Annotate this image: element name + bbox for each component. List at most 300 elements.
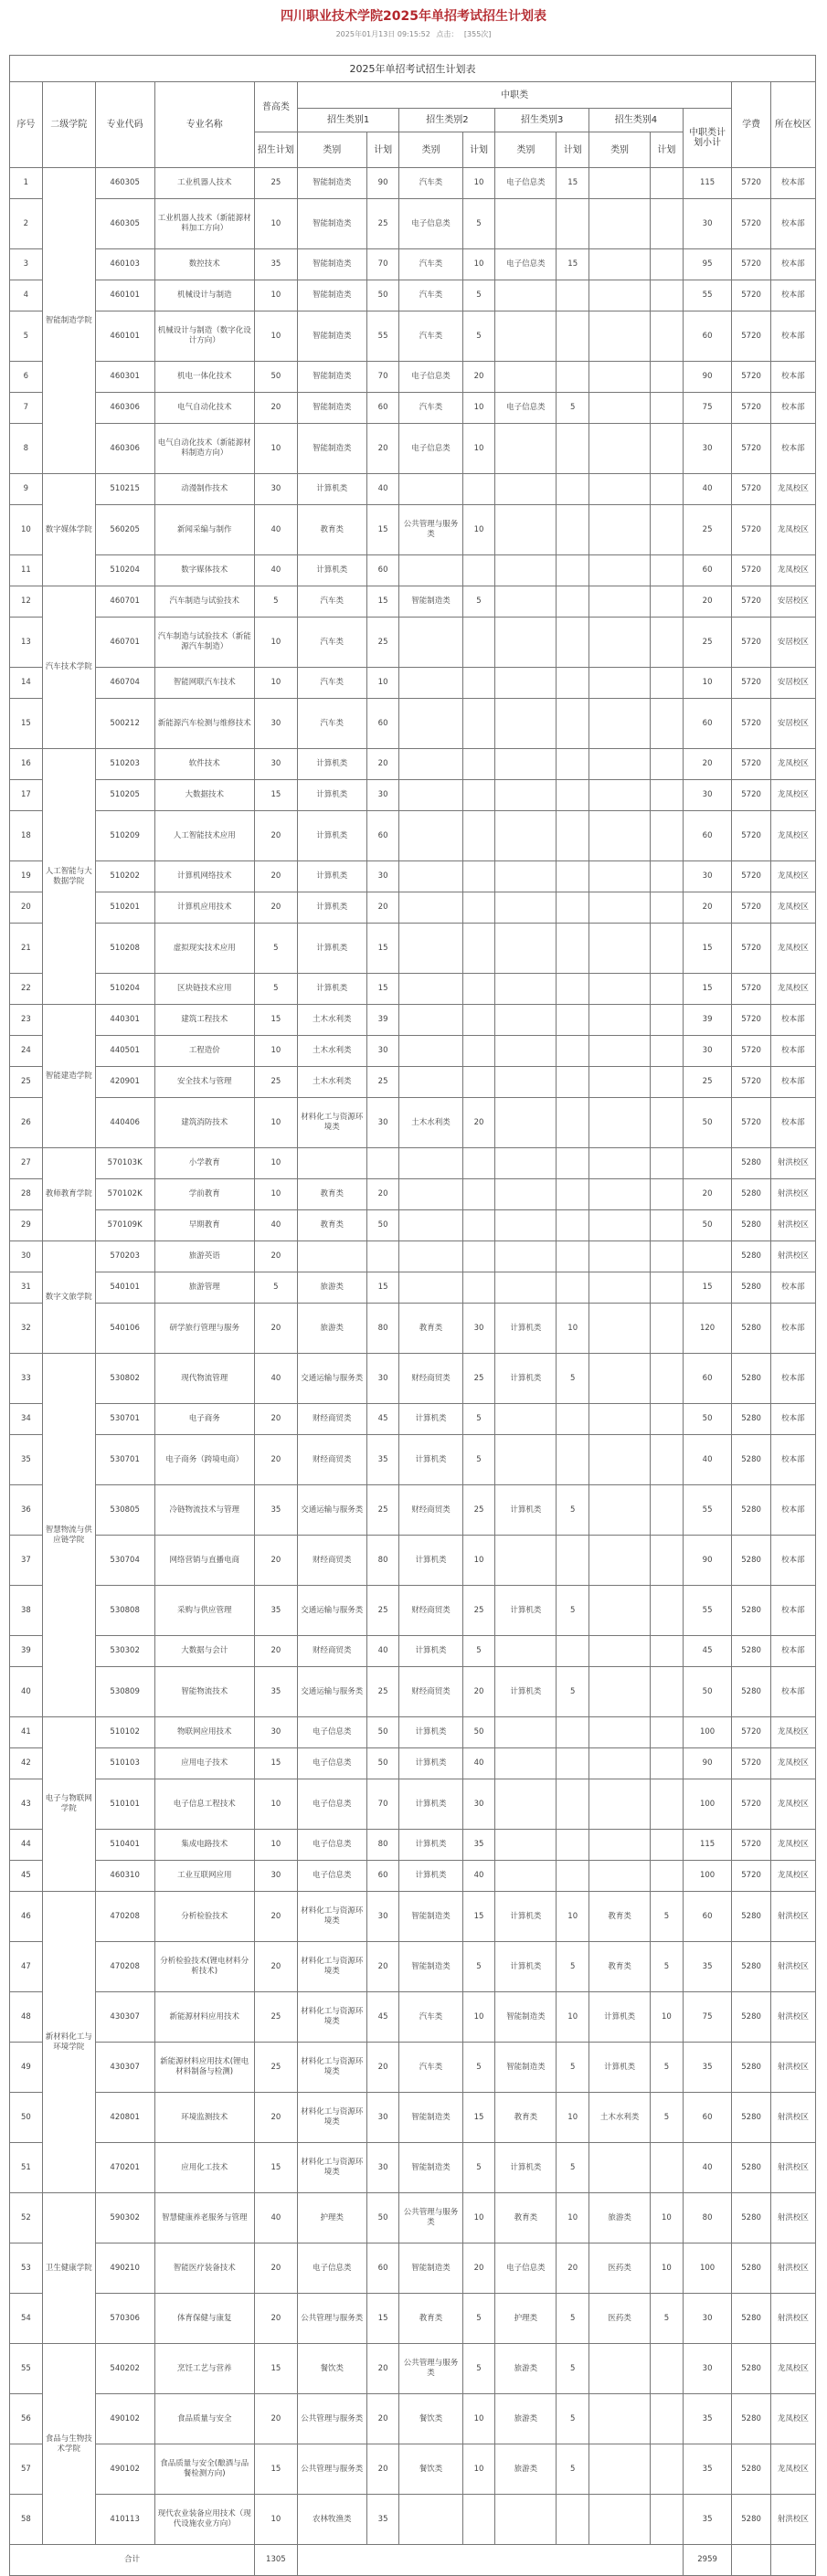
cell-code: 510205 (95, 780, 154, 811)
cell-major: 烹饪工艺与营养 (154, 2344, 254, 2394)
cell-cat4-type: 土木水利类 (589, 2093, 651, 2143)
cell-fee: 5720 (732, 311, 770, 362)
cell-seq: 34 (10, 1404, 43, 1435)
cell-cat3-plan (557, 586, 589, 618)
cell-major: 物联网应用技术 (154, 1717, 254, 1748)
cell-cat4-type (589, 1667, 651, 1717)
cell-cat3-type: 旅游类 (495, 2444, 557, 2495)
cell-cat2-type (399, 474, 462, 505)
cell-cat4-type (589, 555, 651, 586)
cell-code: 470208 (95, 1892, 154, 1942)
cell-fee: 5280 (732, 1942, 770, 1992)
cell-cat3-type: 智能制造类 (495, 2043, 557, 2093)
cell-cat1-plan: 30 (366, 2143, 399, 2193)
cell-general-plan: 10 (254, 1779, 297, 1830)
cell-cat1-type: 电子信息类 (297, 1861, 366, 1892)
cell-cat4-plan (651, 362, 684, 393)
cell-vocational-subtotal: 60 (683, 811, 732, 861)
cell-cat2-plan (462, 1148, 495, 1179)
cell-vocational-subtotal: 30 (683, 861, 732, 892)
cell-code: 490210 (95, 2243, 154, 2294)
cell-cat2-plan: 15 (462, 2093, 495, 2143)
cell-seq: 55 (10, 2344, 43, 2394)
cell-fee: 5720 (732, 1779, 770, 1830)
cell-cat3-type: 旅游类 (495, 2394, 557, 2444)
col-cat4-plan: 计划 (651, 132, 684, 168)
cell-cat2-plan: 10 (462, 2394, 495, 2444)
table-row (10, 2043, 816, 2093)
cell-cat1-plan: 50 (366, 280, 399, 311)
cell-cat2-plan: 20 (462, 1098, 495, 1148)
cell-cat4-plan (651, 2394, 684, 2444)
cell-campus: 龙凤校区 (770, 780, 815, 811)
cell-seq: 29 (10, 1210, 43, 1241)
cell-vocational-subtotal: 35 (683, 2444, 732, 2495)
cell-cat1-plan: 15 (366, 1272, 399, 1304)
cell-code: 510208 (95, 924, 154, 974)
cell-cat4-type (589, 280, 651, 311)
cell-cat2-plan (462, 2495, 495, 2545)
cell-cat4-plan (651, 424, 684, 474)
cell-campus: 射洪校区 (770, 2243, 815, 2294)
table-row (10, 1667, 816, 1717)
cell-seq: 17 (10, 780, 43, 811)
cell-major: 电气自动化技术（新能源材料制造方向） (154, 424, 254, 474)
cell-campus: 安居校区 (770, 586, 815, 618)
cell-fee: 5280 (732, 2394, 770, 2444)
cell-code: 540202 (95, 2344, 154, 2394)
cell-cat2-type: 计算机类 (399, 1779, 462, 1830)
cell-campus: 校本部 (770, 362, 815, 393)
cell-fee: 5280 (732, 1667, 770, 1717)
cell-cat3-type (495, 505, 557, 555)
cell-cat2-type: 汽车类 (399, 311, 462, 362)
cell-cat4-type: 旅游类 (589, 2193, 651, 2243)
cell-cat2-type: 计算机类 (399, 1404, 462, 1435)
cell-cat2-type: 计算机类 (399, 1435, 462, 1485)
cell-cat1-plan: 25 (366, 1067, 399, 1098)
cell-general-plan: 40 (254, 2193, 297, 2243)
cell-cat4-type (589, 1304, 651, 1354)
cell-cat4-type (589, 1536, 651, 1586)
cell-major: 汽车制造与试验技术 (154, 586, 254, 618)
cell-campus: 安居校区 (770, 618, 815, 668)
cell-campus: 射洪校区 (770, 1179, 815, 1210)
table-caption: 2025年单招考试招生计划表 (10, 56, 816, 82)
cell-cat3-plan: 5 (557, 2143, 589, 2193)
col-campus: 所在校区 (770, 82, 815, 168)
cell-vocational-subtotal: 50 (683, 1404, 732, 1435)
cell-cat2-plan: 40 (462, 1748, 495, 1779)
cell-cat3-plan (557, 280, 589, 311)
cell-cat4-plan (651, 1272, 684, 1304)
cell-fee: 5720 (732, 555, 770, 586)
cell-cat1-type: 材料化工与资源环境类 (297, 2043, 366, 2093)
cell-vocational-subtotal: 15 (683, 924, 732, 974)
cell-fee: 5720 (732, 780, 770, 811)
cell-code: 530704 (95, 1536, 154, 1586)
cell-general-plan: 5 (254, 974, 297, 1005)
cell-fee: 5280 (732, 2143, 770, 2193)
cell-cat2-plan: 10 (462, 1536, 495, 1586)
cell-cat2-plan: 5 (462, 1404, 495, 1435)
cell-cat3-plan: 10 (557, 1304, 589, 1354)
cell-cat1-plan: 15 (366, 505, 399, 555)
cell-major: 电子信息工程技术 (154, 1779, 254, 1830)
cell-cat3-type (495, 699, 557, 749)
cell-fee: 5720 (732, 1005, 770, 1036)
cell-cat2-type: 电子信息类 (399, 424, 462, 474)
cell-fee: 5280 (732, 1179, 770, 1210)
cell-general-plan: 10 (254, 2495, 297, 2545)
cell-general-plan: 40 (254, 1210, 297, 1241)
cell-cat4-type (589, 1036, 651, 1067)
cell-seq: 42 (10, 1748, 43, 1779)
cell-campus: 校本部 (770, 1067, 815, 1098)
cell-general-plan: 10 (254, 618, 297, 668)
cell-code: 530302 (95, 1636, 154, 1667)
table-row (10, 1636, 816, 1667)
cell-cat2-type (399, 924, 462, 974)
cell-cat2-type (399, 811, 462, 861)
cell-cat4-plan (651, 780, 684, 811)
cell-cat3-plan: 5 (557, 2344, 589, 2394)
table-row (10, 1779, 816, 1830)
cell-cat2-plan: 20 (462, 2243, 495, 2294)
cell-fee: 5280 (732, 1435, 770, 1485)
cell-vocational-subtotal: 50 (683, 1667, 732, 1717)
cell-general-plan: 10 (254, 311, 297, 362)
cell-campus: 龙凤校区 (770, 555, 815, 586)
cell-cat3-type (495, 362, 557, 393)
cell-cat4-type (589, 311, 651, 362)
cell-seq: 30 (10, 1241, 43, 1272)
cell-cat3-plan (557, 1179, 589, 1210)
cell-college: 智能建造学院 (42, 1005, 95, 1148)
cell-cat3-type (495, 1179, 557, 1210)
cell-cat2-type (399, 2495, 462, 2545)
cell-cat3-type (495, 1210, 557, 1241)
cell-campus: 龙凤校区 (770, 474, 815, 505)
cell-seq: 11 (10, 555, 43, 586)
table-row (10, 249, 816, 280)
cell-cat2-type: 汽车类 (399, 249, 462, 280)
cell-fee: 5720 (732, 1036, 770, 1067)
cell-general-plan: 20 (254, 1536, 297, 1586)
cell-cat2-type: 汽车类 (399, 393, 462, 424)
cell-cat4-type: 医药类 (589, 2243, 651, 2294)
cell-cat1-type: 智能制造类 (297, 393, 366, 424)
cell-seq: 28 (10, 1179, 43, 1210)
cell-cat4-plan (651, 2495, 684, 2545)
cell-major: 应用电子技术 (154, 1748, 254, 1779)
cell-cat3-plan (557, 1861, 589, 1892)
cell-major: 电子商务 (154, 1404, 254, 1435)
cell-seq: 51 (10, 2143, 43, 2193)
table-row (10, 2344, 816, 2394)
cell-cat1-plan: 70 (366, 362, 399, 393)
cell-cat4-plan (651, 2444, 684, 2495)
cell-cat1-plan: 55 (366, 311, 399, 362)
cell-major: 电气自动化技术 (154, 393, 254, 424)
cell-major: 集成电路技术 (154, 1830, 254, 1861)
cell-major: 安全技术与管理 (154, 1067, 254, 1098)
cell-cat3-type (495, 424, 557, 474)
cell-general-plan: 20 (254, 892, 297, 924)
cell-code: 460101 (95, 280, 154, 311)
cell-cat1-plan: 25 (366, 199, 399, 249)
cell-cat4-type: 医药类 (589, 2294, 651, 2344)
cell-cat4-plan (651, 924, 684, 974)
cell-cat1-plan: 60 (366, 811, 399, 861)
cell-cat2-plan (462, 1036, 495, 1067)
cell-cat3-plan (557, 699, 589, 749)
cell-seq: 48 (10, 1992, 43, 2043)
cell-vocational-subtotal: 100 (683, 1779, 732, 1830)
cell-major: 智能网联汽车技术 (154, 668, 254, 699)
cell-cat2-plan: 5 (462, 1636, 495, 1667)
cell-general-plan: 30 (254, 699, 297, 749)
table-row (10, 861, 816, 892)
cell-campus: 龙凤校区 (770, 749, 815, 780)
cell-seq: 12 (10, 586, 43, 618)
cell-vocational-subtotal: 55 (683, 280, 732, 311)
cell-fee: 5280 (732, 1992, 770, 2043)
cell-campus: 校本部 (770, 249, 815, 280)
cell-fee: 5720 (732, 199, 770, 249)
cell-cat1-type: 交通运输与服务类 (297, 1354, 366, 1404)
cell-vocational-subtotal: 30 (683, 1036, 732, 1067)
cell-cat4-type: 计算机类 (589, 2043, 651, 2093)
cell-cat1-type: 电子信息类 (297, 1830, 366, 1861)
cell-vocational-subtotal: 35 (683, 2043, 732, 2093)
cell-cat3-type (495, 1067, 557, 1098)
cell-cat3-plan (557, 362, 589, 393)
cell-cat1-plan: 60 (366, 2243, 399, 2294)
cell-fee: 5280 (732, 2495, 770, 2545)
cell-cat1-plan: 50 (366, 1210, 399, 1241)
cell-cat3-plan (557, 474, 589, 505)
cell-cat3-type: 护理类 (495, 2294, 557, 2344)
cell-cat2-plan (462, 668, 495, 699)
cell-general-plan: 10 (254, 1098, 297, 1148)
cell-cat4-plan (651, 1536, 684, 1586)
cell-cat4-type (589, 249, 651, 280)
cell-cat1-plan: 60 (366, 393, 399, 424)
cell-cat2-type: 智能制造类 (399, 2243, 462, 2294)
cell-seq: 5 (10, 311, 43, 362)
cell-cat3-type: 电子信息类 (495, 2243, 557, 2294)
cell-fee: 5280 (732, 2243, 770, 2294)
cell-cat3-plan (557, 2495, 589, 2545)
cell-vocational-subtotal: 100 (683, 1717, 732, 1748)
cell-cat3-type (495, 1830, 557, 1861)
cell-cat4-plan (651, 861, 684, 892)
cell-cat4-type (589, 1354, 651, 1404)
cell-cat3-plan: 15 (557, 168, 589, 199)
table-row (10, 811, 816, 861)
cell-cat4-plan: 5 (651, 2093, 684, 2143)
cell-cat3-plan (557, 311, 589, 362)
cell-cat2-type (399, 749, 462, 780)
cell-general-plan: 20 (254, 1241, 297, 1272)
cell-cat3-plan (557, 924, 589, 974)
cell-cat1-plan: 90 (366, 168, 399, 199)
cell-cat3-type: 计算机类 (495, 1892, 557, 1942)
table-row (10, 393, 816, 424)
cell-code: 540106 (95, 1304, 154, 1354)
cell-cat4-plan (651, 393, 684, 424)
cell-cat1-type: 电子信息类 (297, 1779, 366, 1830)
cell-cat2-type (399, 668, 462, 699)
cell-cat4-type (589, 1067, 651, 1098)
cell-major: 旅游管理 (154, 1272, 254, 1304)
cell-cat2-type (399, 1272, 462, 1304)
cell-code: 590302 (95, 2193, 154, 2243)
cell-campus: 射洪校区 (770, 2093, 815, 2143)
cell-cat1-type: 电子信息类 (297, 2243, 366, 2294)
cell-cat3-type (495, 1005, 557, 1036)
cell-cat3-type (495, 555, 557, 586)
cell-cat3-type: 智能制造类 (495, 1992, 557, 2043)
cell-general-plan: 25 (254, 1067, 297, 1098)
cell-general-plan: 15 (254, 780, 297, 811)
table-row (10, 1536, 816, 1586)
cell-fee: 5280 (732, 1586, 770, 1636)
cell-vocational-subtotal: 55 (683, 1485, 732, 1536)
cell-cat4-type (589, 1210, 651, 1241)
cell-cat1-plan: 35 (366, 1435, 399, 1485)
cell-general-plan: 25 (254, 2043, 297, 2093)
cell-general-plan: 35 (254, 1485, 297, 1536)
cell-general-plan: 20 (254, 2394, 297, 2444)
cell-code: 420801 (95, 2093, 154, 2143)
cell-campus: 龙凤校区 (770, 2344, 815, 2394)
cell-cat3-type: 教育类 (495, 2193, 557, 2243)
table-row (10, 1892, 816, 1942)
table-row (10, 1404, 816, 1435)
cell-cat1-plan: 30 (366, 1892, 399, 1942)
cell-cat2-type: 公共管理与服务类 (399, 2193, 462, 2243)
cell-cat1-type: 计算机类 (297, 749, 366, 780)
cell-campus: 龙凤校区 (770, 1779, 815, 1830)
cell-cat4-type (589, 1179, 651, 1210)
cell-cat1-plan: 25 (366, 1485, 399, 1536)
table-row (10, 1098, 816, 1148)
cell-cat1-type: 财经商贸类 (297, 1536, 366, 1586)
cell-cat2-type: 智能制造类 (399, 1892, 462, 1942)
cell-cat2-type: 餐饮类 (399, 2444, 462, 2495)
cell-vocational-subtotal: 10 (683, 668, 732, 699)
col-general-plan: 招生计划 (254, 132, 297, 168)
cell-major: 学前教育 (154, 1179, 254, 1210)
cell-fee: 5280 (732, 2344, 770, 2394)
cell-general-plan: 20 (254, 1942, 297, 1992)
cell-campus: 射洪校区 (770, 1241, 815, 1272)
total-vocational: 2959 (683, 2545, 732, 2576)
cell-campus: 射洪校区 (770, 1942, 815, 1992)
cell-general-plan: 5 (254, 924, 297, 974)
cell-major: 工业机器人技术 (154, 168, 254, 199)
cell-cat4-type (589, 2143, 651, 2193)
cell-vocational-subtotal: 95 (683, 249, 732, 280)
cell-cat1-type (297, 1148, 366, 1179)
cell-cat4-type (589, 168, 651, 199)
cell-cat3-plan (557, 1404, 589, 1435)
cell-vocational-subtotal: 50 (683, 1098, 732, 1148)
cell-major: 汽车制造与试验技术（新能源汽车制造） (154, 618, 254, 668)
cell-campus: 校本部 (770, 1272, 815, 1304)
table-row (10, 1992, 816, 2043)
cell-cat2-type (399, 1241, 462, 1272)
cell-cat2-type (399, 555, 462, 586)
cell-cat1-plan (366, 1148, 399, 1179)
cell-cat1-type: 交通运输与服务类 (297, 1485, 366, 1536)
cell-seq: 25 (10, 1067, 43, 1098)
cell-general-plan: 15 (254, 2344, 297, 2394)
plan-table (9, 55, 816, 2576)
cell-cat4-type (589, 1435, 651, 1485)
cell-cat2-plan: 10 (462, 1992, 495, 2043)
cell-campus: 射洪校区 (770, 1148, 815, 1179)
cell-cat4-plan (651, 1779, 684, 1830)
cell-general-plan: 40 (254, 505, 297, 555)
cell-major: 工业机器人技术（新能源材料加工方向） (154, 199, 254, 249)
cell-seq: 44 (10, 1830, 43, 1861)
cell-cat1-type: 教育类 (297, 1210, 366, 1241)
cell-cat1-type: 交通运输与服务类 (297, 1667, 366, 1717)
cell-seq: 49 (10, 2043, 43, 2093)
cell-cat2-plan (462, 618, 495, 668)
cell-cat1-type: 材料化工与资源环境类 (297, 1892, 366, 1942)
cell-major: 智能物流技术 (154, 1667, 254, 1717)
table-row (10, 474, 816, 505)
cell-cat3-type: 旅游类 (495, 2344, 557, 2394)
cell-cat4-plan (651, 1354, 684, 1404)
cell-campus: 校本部 (770, 424, 815, 474)
cell-vocational-subtotal: 15 (683, 1272, 732, 1304)
cell-code: 460306 (95, 424, 154, 474)
cell-major: 电子商务（跨境电商） (154, 1435, 254, 1485)
cell-cat1-plan: 20 (366, 2444, 399, 2495)
cell-seq: 57 (10, 2444, 43, 2495)
cell-cat1-plan: 20 (366, 2344, 399, 2394)
cell-code: 570306 (95, 2294, 154, 2344)
cell-vocational-subtotal: 50 (683, 1210, 732, 1241)
cell-cat2-plan: 10 (462, 249, 495, 280)
cell-general-plan: 15 (254, 2444, 297, 2495)
cell-cat4-plan: 10 (651, 2193, 684, 2243)
cell-cat2-plan (462, 555, 495, 586)
cell-major: 食品质量与安全 (154, 2394, 254, 2444)
cell-code: 460701 (95, 618, 154, 668)
cell-code: 460305 (95, 168, 154, 199)
cell-vocational-subtotal: 35 (683, 2495, 732, 2545)
cell-seq: 39 (10, 1636, 43, 1667)
cell-cat3-plan: 5 (557, 1942, 589, 1992)
cell-campus: 校本部 (770, 1435, 815, 1485)
cell-code: 460301 (95, 362, 154, 393)
cell-cat4-plan (651, 505, 684, 555)
cell-cat2-plan: 10 (462, 505, 495, 555)
cell-cat3-type: 电子信息类 (495, 168, 557, 199)
cell-cat1-plan: 45 (366, 1992, 399, 2043)
cell-fee: 5720 (732, 892, 770, 924)
table-row (10, 1210, 816, 1241)
col-cat1-type: 类别 (297, 132, 366, 168)
cell-fee: 5720 (732, 1098, 770, 1148)
cell-cat3-plan (557, 1210, 589, 1241)
